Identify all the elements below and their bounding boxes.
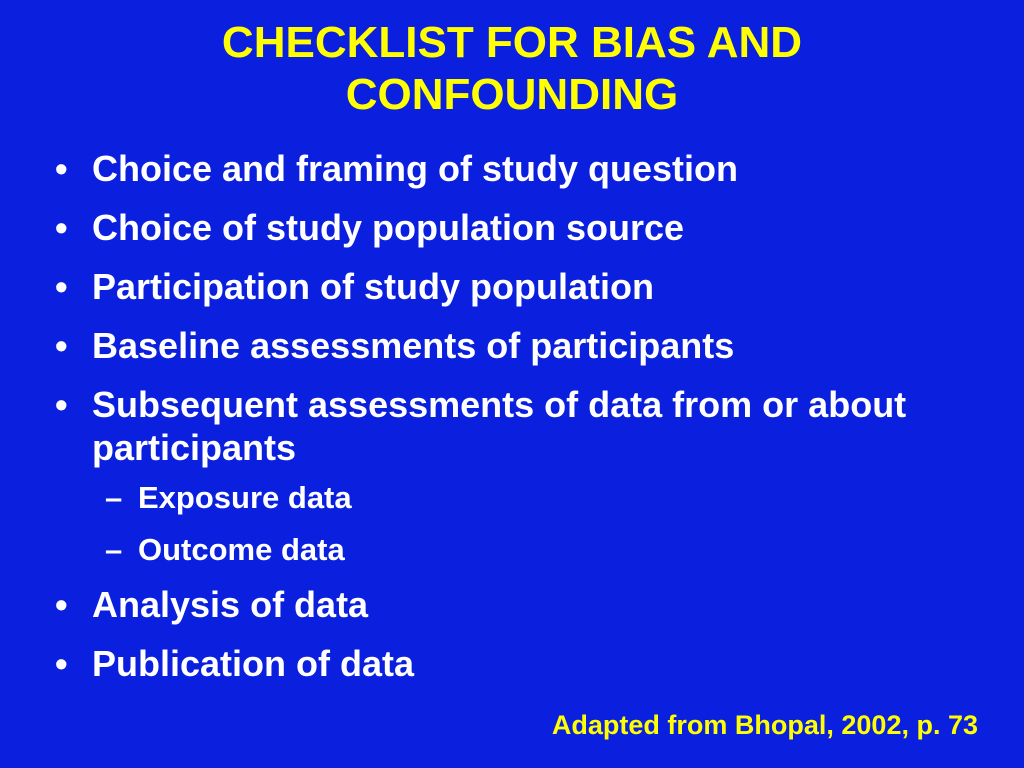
bullet-item — [55, 265, 985, 308]
bullet-text: Baseline assessments of participants — [92, 325, 735, 366]
slide-title-line-2: CONFOUNDING — [345, 70, 679, 119]
bullet-marker: • — [55, 266, 68, 307]
bullet-item — [55, 147, 985, 190]
bullet-item — [55, 383, 985, 469]
sub-bullet-group — [55, 479, 985, 568]
sub-bullet-item — [55, 479, 985, 516]
bullet-marker: • — [55, 384, 68, 425]
bullet-marker: • — [55, 325, 68, 366]
bullet-text: Participation of study population — [92, 266, 654, 307]
bullet-text: Choice of study population source — [92, 207, 685, 248]
source-citation: Adapted from Bhopal, 2002, p. 73 — [551, 710, 978, 740]
sub-bullet-item — [55, 531, 985, 568]
bullet-text: Subsequent assessments of data from or about participants — [92, 384, 907, 468]
sub-bullet-text: Exposure data — [138, 480, 352, 515]
bullet-list — [55, 147, 985, 701]
bullet-item — [55, 583, 985, 626]
sub-bullet-list — [55, 479, 985, 568]
bullet-text: Publication of data — [92, 643, 415, 684]
bullet-marker: • — [55, 148, 68, 189]
slide-title-line-1: CHECKLIST FOR BIAS AND — [221, 18, 803, 67]
bullet-marker: • — [55, 643, 68, 684]
bullet-marker: • — [55, 584, 68, 625]
slide-title — [0, 17, 1024, 121]
bullet-text: Choice and framing of study question — [92, 148, 739, 189]
bullet-item — [55, 206, 985, 249]
bullet-item — [55, 642, 985, 685]
bullet-marker: • — [55, 207, 68, 248]
sub-bullet-marker: – — [105, 480, 123, 515]
bullet-text: Analysis of data — [92, 584, 369, 625]
sub-bullet-text: Outcome data — [138, 532, 345, 567]
bullet-item — [55, 324, 985, 367]
sub-bullet-marker: – — [105, 532, 123, 567]
